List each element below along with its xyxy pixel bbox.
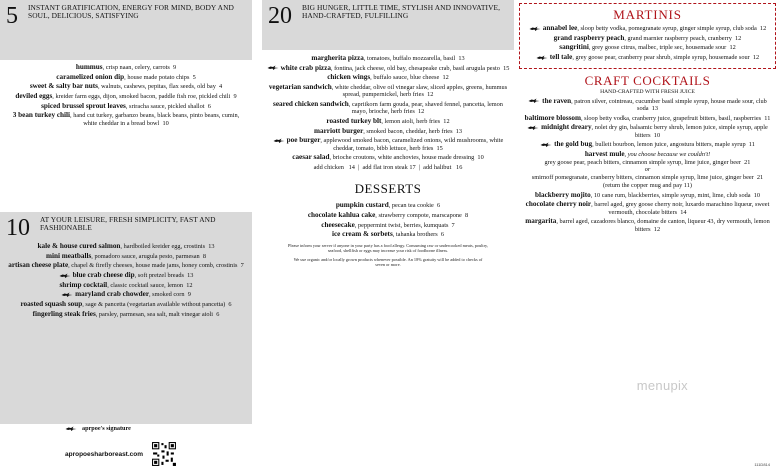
menu-item-price: 12 xyxy=(735,34,742,42)
menu-item-name: roasted turkey blt xyxy=(326,117,382,126)
menu-item xyxy=(266,231,510,238)
menu-item-desc: , patron silver, cointreau, cucumber basil simple syrup, house made sour, club soda xyxy=(571,97,767,113)
menu-item-name: annabel lee xyxy=(542,24,578,32)
menu-item-price: 10 xyxy=(162,119,169,127)
raven-icon xyxy=(267,65,279,71)
menu-item-desc: , 10 cane rum, blackberries, simple syrup, mint, lime, club soda xyxy=(590,191,751,199)
menu-item-name: sweet & salty bar nuts xyxy=(29,82,98,91)
menu-item-desc: , nolet dry gin, balsamic berry shrub, lemon juice, simple syrup, apple bitters xyxy=(591,124,768,139)
section-5-items xyxy=(0,60,252,127)
menu-item xyxy=(6,282,246,289)
menu-item-name: kale & house cured salmon xyxy=(37,242,121,250)
mule-note: (return the copper mug and pay 11) xyxy=(603,181,692,189)
menu-item-desc: , pomadoro sauce, arugula pesto, parmesan xyxy=(91,252,200,260)
menu-item-desc: , soft pretzel breads xyxy=(134,272,184,280)
menu-item-name: fingerling steak fries xyxy=(32,309,96,318)
section-20-number: 20 xyxy=(268,3,292,29)
menu-item-name: pumpkin custard xyxy=(335,201,389,210)
menu-item xyxy=(6,83,246,90)
menu-item xyxy=(6,64,246,71)
section-10 xyxy=(0,212,252,424)
menu-item-name: the gold bug xyxy=(554,140,593,149)
menu-item xyxy=(524,44,771,51)
menu-item-name: deviled eggs xyxy=(15,92,53,101)
menu-item xyxy=(6,243,246,250)
menu-item xyxy=(266,137,510,152)
menu-item-desc: , sage & pancetta (vegetarian available without pancetta) xyxy=(82,301,226,309)
menu-item-price: 7 xyxy=(451,221,455,229)
menu-item xyxy=(521,218,774,233)
menu-item-price: 6 xyxy=(228,301,232,309)
menu-item xyxy=(6,291,246,298)
menu-item-price: 8 xyxy=(202,252,207,260)
menu-item xyxy=(521,141,774,148)
menu-item-price: 8 xyxy=(465,212,469,220)
menu-item-name: blue crab cheese dip xyxy=(72,271,135,280)
menu-item-price: 6 xyxy=(216,310,220,318)
menu-item-desc: , barrel aged, grey goose cherry noir, luxardo marachino liqueur, sweet vermouth, chocolate bitters xyxy=(591,201,770,216)
menu-item-price: 7 xyxy=(240,262,244,270)
menu-item xyxy=(266,128,510,135)
menu-item-name: the raven xyxy=(542,96,572,105)
menu-item xyxy=(266,55,510,62)
menu-item-price: 12 xyxy=(752,54,760,62)
harvest-mule-heading xyxy=(521,151,774,158)
footer-web xyxy=(65,441,177,467)
menu-item-price: 9 xyxy=(173,64,177,71)
menu-item xyxy=(266,84,510,99)
menu-item xyxy=(524,25,771,32)
raven-icon xyxy=(540,142,552,148)
watermark: menupix xyxy=(636,378,688,393)
menu-item-desc: , strawberry compote, marscapone xyxy=(375,212,462,220)
martinis-items xyxy=(524,25,771,61)
menu-item xyxy=(266,212,510,219)
column-left xyxy=(0,0,252,458)
gratuity-note: We use organic and/or locally grown products whenever possible. An 18% gratuity will be added to checks of seven or more. xyxy=(293,256,483,267)
menu-item-desc: , white cheddar, olive oil vinegar slaw, sliced apples, greens, hummus spread, pumpernickel, herb fries xyxy=(331,84,508,99)
mule-option-1-desc: grey goose pear, peach bitters, cinnamon simple syrup, lime juice, ginger beer xyxy=(544,158,741,166)
menu-item xyxy=(6,301,246,308)
menu-item xyxy=(521,124,774,139)
website-link[interactable]: apropoesharboreast.com xyxy=(65,450,144,458)
mule-option-2-desc: smirnoff pomegranate, cranberry bitters, cinnamon simple syrup, lime juice, ginger beer xyxy=(531,174,754,182)
raven-icon xyxy=(536,55,548,61)
cocktails-items-2 xyxy=(515,192,780,233)
menu-item-desc: , smoked bacon, cheddar, herb fries xyxy=(363,127,453,135)
menu-item-price: 10 xyxy=(477,154,484,162)
menu-item-name: blackberry mojito xyxy=(535,190,591,199)
menu-item-desc: , peppermint twist, berries, kumquats xyxy=(354,221,449,229)
menu-item-name: margherita pizza xyxy=(311,54,364,62)
menu-item-desc: , grey goose pear, cranberry pear shrub, simple syrup, housemade sour xyxy=(572,54,750,62)
desserts-title: DESSERTS xyxy=(354,181,422,197)
menu-item-price: 13 xyxy=(458,55,465,62)
menu-item-name: grand raspberry peach xyxy=(553,33,625,42)
menu-item-desc: , barrel aged, cazadores blanco, domaine de canton, liqueur 43, dry vermouth, lemon bitters xyxy=(556,218,770,233)
raven-icon xyxy=(59,273,71,279)
menu-item-price: 15 xyxy=(503,64,510,72)
menu-item-name: white crab pizza xyxy=(280,63,331,72)
menu-item-desc: , hardboiled kreider egg, crostinis xyxy=(120,243,206,250)
harvest-mule-name: harvest mule xyxy=(584,150,625,159)
column-right xyxy=(515,0,780,235)
menu-item xyxy=(6,311,246,318)
menu-item-price: 12 xyxy=(443,118,450,126)
menu-item-price: 10 xyxy=(753,191,760,199)
menu-item-desc: , buffalo sauce, blue cheese xyxy=(370,74,440,82)
harvest-mule-option-2 xyxy=(521,174,774,181)
menu-item xyxy=(266,222,510,229)
cocktails-subtitle: HAND-CRAFTED WITH FRESH JUICE xyxy=(600,88,695,95)
raven-icon xyxy=(529,26,541,32)
menu-item-name: hummus xyxy=(75,63,103,71)
section-10-title: AT YOUR LEISURE, FRESH SIMPLICITY, FAST AND FASHIONABLE xyxy=(40,215,216,233)
menu-item-desc: , capriikorn farm gouda, pear, shaved fennel, pancetta, lemon mayo, brioche, herb fries xyxy=(348,101,503,116)
martinis-title: MARTINIS xyxy=(613,7,682,22)
menu-item-desc: , grand marnier raspberry peach, cranberry xyxy=(624,34,732,42)
column-middle xyxy=(262,0,514,267)
mule-option-1-price: 21 xyxy=(744,158,751,166)
menu-item-price: 9 xyxy=(187,291,191,299)
menu-item-name: midnight dreary xyxy=(541,123,592,132)
menu-item-name: spiced brussel sprout leaves xyxy=(41,101,126,110)
menu-item-desc: , hand cut turkey, garbanzo beans, black beans, pinto beans, cumin, white cheddar in a bread bowl xyxy=(70,112,240,127)
section-10-header xyxy=(6,216,246,243)
menu-item-name: mini meatballs xyxy=(45,251,92,260)
menu-item xyxy=(266,74,510,81)
menu-item-desc: , pecan tea cookie xyxy=(388,202,434,210)
menu-item-desc: , chapel & firefly cheeses, house made jams, honey comb, crostinis xyxy=(68,262,238,270)
menu-item-desc: , tahanka brothers xyxy=(392,231,438,239)
section-20-title: BIG HUNGER, LITTLE TIME, STYLISH AND INNOVATIVE, HAND-CRAFTED, FULFILLING xyxy=(302,3,501,21)
menu-item-price: 12 xyxy=(442,74,449,82)
menu-item-name: margarita xyxy=(525,217,557,226)
menu-item-name: caesar salad xyxy=(292,153,330,162)
menu-item-price: 9 xyxy=(233,93,237,101)
menu-item-desc: , classic cocktail sauce, lemon xyxy=(107,281,184,289)
menu-item xyxy=(521,98,774,113)
menu-item xyxy=(6,112,246,127)
menu-item-price: 13 xyxy=(651,105,658,113)
menu-item xyxy=(6,74,246,81)
menu-item-desc: , smoked corn xyxy=(149,291,185,299)
menu-item-name: sangritini xyxy=(559,43,589,52)
menu-code: 111D814 xyxy=(754,462,770,467)
desserts-items xyxy=(262,200,514,238)
menu-item-name: marriott burger xyxy=(313,126,364,135)
menu-item-price: 6 xyxy=(207,102,211,110)
menu-item-desc: , kreider farm eggs, dijon, smoked bacon, paddle fish roe, pickled chili xyxy=(52,93,231,101)
menu-item-price: 13 xyxy=(208,243,215,250)
menu-item-price: 5 xyxy=(192,73,196,81)
menu-item-name: ice cream & sorbets xyxy=(332,230,393,239)
section-5-title: INSTANT GRATIFICATION, ENERGY FOR MIND, BODY AND SOUL, DELICIOUS, SATISFYING xyxy=(28,3,234,21)
menu-item xyxy=(521,192,774,199)
menu-item-price: 13 xyxy=(187,272,194,280)
menu-item xyxy=(6,262,246,269)
menu-item-price: 11 xyxy=(748,141,755,149)
menu-item-name: chocolate kahlua cake xyxy=(307,211,376,220)
signature-label: aprpoe's signature xyxy=(82,425,131,432)
menu-item xyxy=(266,202,510,209)
harvest-mule xyxy=(515,151,780,189)
menu-item xyxy=(6,103,246,110)
menu-item-name: 3 bean turkey chili xyxy=(12,111,71,120)
menu-item-desc: , brioche croutons, white anchovies, house made dressing xyxy=(329,154,475,162)
menu-item xyxy=(6,253,246,260)
section-5-header xyxy=(0,0,252,60)
cocktails-title: CRAFT COCKTAILS xyxy=(584,72,711,88)
raven-icon xyxy=(527,125,539,131)
martinis-box xyxy=(519,3,776,69)
harvest-mule-tag: , you choose because we couldn't! xyxy=(624,151,711,159)
menu-item-name: artisan cheese plate xyxy=(8,261,69,270)
menu-item-price: 12 xyxy=(186,281,193,289)
menu-item-price: 4 xyxy=(219,83,223,91)
menu-item-desc: , tomatoes, buffalo mozzarella, basil xyxy=(363,55,456,62)
raven-icon xyxy=(61,292,73,298)
menu-item-price: 12 xyxy=(729,44,736,52)
mule-or: or xyxy=(644,166,651,174)
menu-item-desc: , grey goose citrus, malbec, triple sec, housemade sour xyxy=(588,44,727,52)
menu-item-price: 6 xyxy=(440,231,444,239)
menu-item-name: chicken wings xyxy=(327,73,371,82)
menu-item-name: caramelized onion dip xyxy=(56,72,125,81)
raven-icon xyxy=(65,426,77,432)
menu-item-price: 15 xyxy=(436,144,443,152)
qr-code-icon[interactable] xyxy=(151,441,177,467)
raven-icon xyxy=(528,98,540,104)
menu-item-name: chocolate cherry noir xyxy=(525,200,592,209)
menu-item-name: shrimp cocktail xyxy=(59,280,108,289)
menu-item-price: 13 xyxy=(455,127,463,135)
mule-option-2-price: 21 xyxy=(756,174,764,182)
addons-line: add chicken 14 | add flat iron steak 17 | add halibut 16 xyxy=(313,164,463,172)
menu-item-name: vegetarian sandwich xyxy=(268,83,332,92)
section-10-items xyxy=(6,243,246,318)
signature-legend xyxy=(65,425,131,432)
menu-item xyxy=(266,65,510,72)
menu-item xyxy=(266,118,510,125)
menu-item-desc: , walnuts, cashews, pepitas, flax seeds, old bay xyxy=(97,83,216,91)
menu-item xyxy=(6,272,246,279)
menu-item-name: tell tale xyxy=(549,53,573,62)
menu-item-name: baltimore blossom xyxy=(524,113,582,122)
menu-item-name: cheesecake xyxy=(321,220,355,229)
menu-item-desc: , fontina, jack cheese, old bay, chesapeake crab, basil arugula pesto xyxy=(330,64,500,72)
menu-item-price: 12 xyxy=(417,108,425,116)
menu-item-desc: , sriracha sauce, pickled shallot xyxy=(125,102,205,110)
raven-icon xyxy=(273,138,285,144)
menu-item-desc: , sloop betty vodka, cranberry juice, grapefruit bitters, basil, raspberries xyxy=(581,114,762,122)
menu-item-name: seared chicken sandwich xyxy=(273,100,349,109)
harvest-mule-option-1 xyxy=(521,159,774,166)
menu-item-price: 12 xyxy=(653,225,661,233)
menu-item-price: 12 xyxy=(427,91,434,99)
menu-item-price: 6 xyxy=(437,202,441,210)
section-20-header xyxy=(262,0,514,50)
section-20-items xyxy=(262,50,514,162)
menu-item xyxy=(521,115,774,122)
menu-item-price: 12 xyxy=(759,25,767,32)
section-5-number: 5 xyxy=(6,3,18,29)
menu-item xyxy=(266,154,510,161)
menu-item xyxy=(524,54,771,61)
menu-item xyxy=(521,201,774,216)
menu-item-name: poe burger xyxy=(286,136,321,145)
menu-item-price: 11 xyxy=(764,114,771,122)
menu-item-desc: , applewood smoked bacon, caramelized onions, wild mushrooms, white cheddar, tomato, bibb lettuce, herb fries xyxy=(320,137,504,152)
menu-item-desc: , crisp naan, celery, carrots xyxy=(102,64,170,71)
menu-item xyxy=(6,93,246,100)
menu-item-desc: , house made potato chips xyxy=(124,73,190,81)
menu-item-price: 14 xyxy=(680,208,687,216)
menu-item xyxy=(524,35,771,42)
section-10-number: 10 xyxy=(6,215,30,241)
menu-item-price: 10 xyxy=(653,131,661,139)
menu-item-desc: , bulleit bourbon, lemon juice, angostura bitters, maple syrup xyxy=(592,141,746,149)
menu-item-desc: , sloop betty vodka, pomegranate syrup, ginger simple syrup, club soda xyxy=(577,25,757,32)
menu-item-name: roasted squash soup xyxy=(20,300,83,309)
menu-item xyxy=(266,101,510,116)
menu-item-desc: , lemon aioli, herb fries xyxy=(381,118,441,126)
cocktails-items xyxy=(515,98,780,149)
allergy-note: Please inform your server if anyone in your party has a food allergy. Consuming raw or undercooked meats, poultry, seafood, shellfish or eggs may increase your risk of foodborne illness. xyxy=(288,242,488,253)
menu-item-name: maryland crab chowder xyxy=(75,290,150,299)
menu-item-desc: , parsley, parmesan, sea salt, malt vinegar aioli xyxy=(95,310,214,318)
